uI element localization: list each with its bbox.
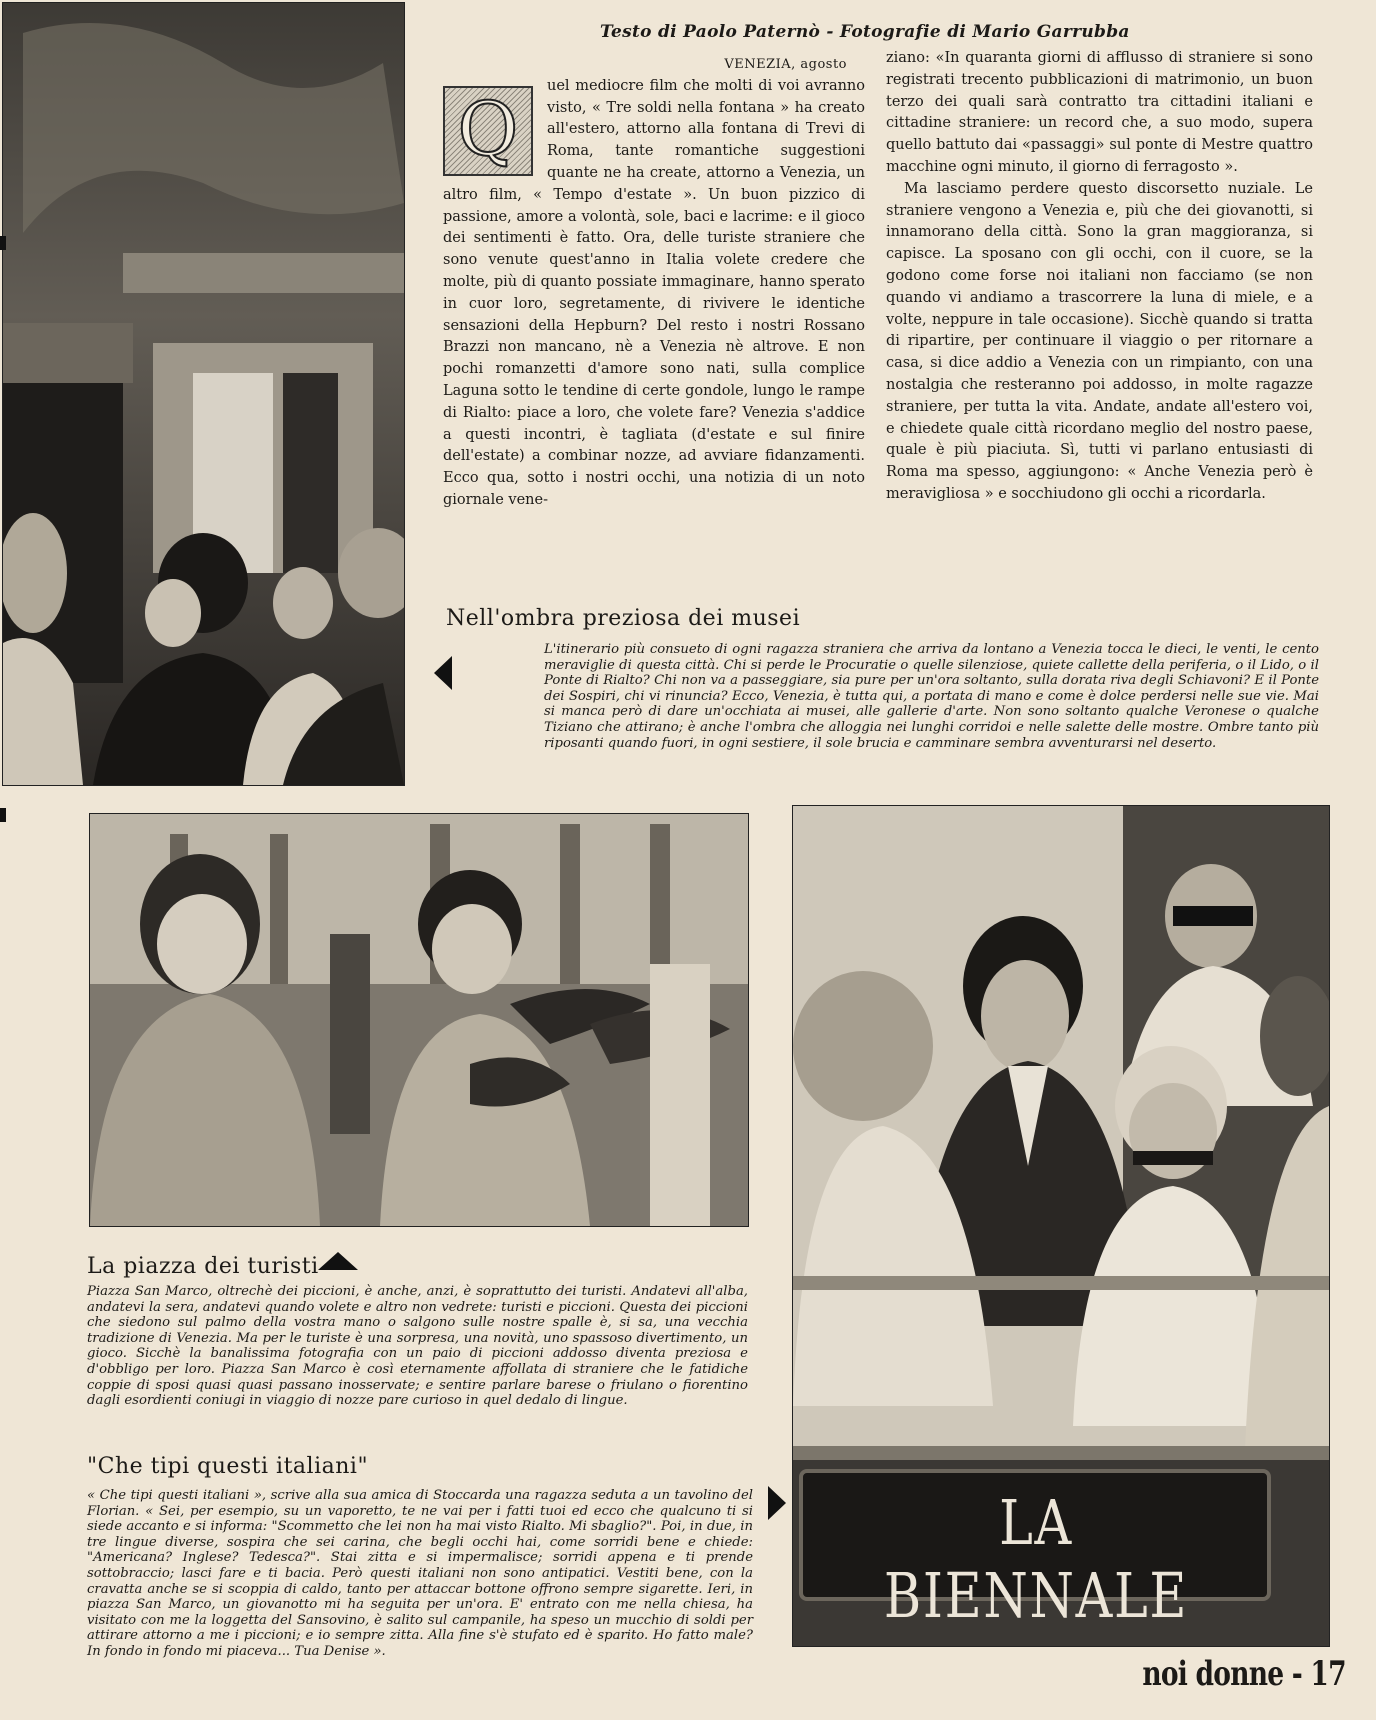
- margin-mark: [0, 808, 6, 822]
- article-paragraph-1: uel mediocre film che molti di voi avranno visto, « Tre soldi nella fontana » ha creato all'estero, attorno alla fontana di Trevi di Roma, tante romantiche suggestioni quante ne ha create, attorno a Venezia, un altro film, « Tempo d'estate ». Un buon pizzico di passione, amore a volontà, sole, baci e lacrime: e il gioco dei sentimenti è fatto. Ora, delle turiste straniere che sono venute quest'anno in Italia volete credere che molte, più di quanto possiate immaginare, hanno sperato in cuor loro, segretamente, di rivivere le identiche sensazioni della Hepburn? Del resto i nostri Rossano Brazzi non mancano, nè a Venezia nè altrove. E non pochi romanzetti d'amore sono nati, sulla complice Laguna sotto le tendine di certe gondole, lungo le rampe di Rialto: piace a loro, che volete fare? Venezia s'addice a questi incontri, è tagliata (d'estate e sul finire dell'estate) a combinar nozze, ad avviare fidanzamenti. Ecco qua, sotto i nostri occhi, una notizia di un noto giornale vene-: [443, 77, 865, 508]
- section-heading-italiani: "Che tipi questi italiani": [87, 1454, 369, 1479]
- up-arrow-icon: [318, 1252, 358, 1270]
- dateline-month: agosto: [800, 57, 847, 72]
- dropcap: [443, 86, 533, 176]
- article-column-1: [443, 54, 865, 512]
- biennale-crowd-photo: [792, 805, 1330, 1647]
- pigeon-feeding-photo: [89, 813, 749, 1227]
- section-heading-musei: Nell'ombra preziosa dei musei: [446, 606, 801, 631]
- dateline: [443, 54, 847, 76]
- caption-musei: L'itinerario più consueto di ogni ragazza straniera che arriva da lontano a Venezia tocca le dieci, le venti, le cento meraviglie di questa città. Chi si perde le Procuratie o quelle silenziose, quiete callette della periferia, o il Lido, o il Ponte di Rialto? Chi non va a passeggiare, sia pure per un'ora soltanto, sulla dorata riva degli Schiavoni? E il Ponte dei Sospiri, chi vi rinuncia? Ecco, Venezia, è tutta qui, a portata di mano e come è dolce perdersi nelle sue vie. Mai si manca però di dare un'occhiata ai musei, alle gallerie d'arte. Non sono soltanto qualche Veronese o qualche Tiziano che attirano; è anche l'ombra che alloggia nei lunghi corridoi e nelle salette delle mostre. Ombre tanto più riposanti quando fuori, in ogni sestiere, il sole brucia e camminare sembra avventurarsi nel deserto.: [544, 642, 1319, 751]
- section-heading-piazza: La piazza dei turisti: [87, 1254, 319, 1279]
- article-paragraph-2: ziano: «In quaranta giorni di afflusso di straniere si sono registrati trecento pubblicazioni di matrimonio, un buon terzo dei quali sarà contratto tra cittadini italiani e cittadine straniere: un record che, a suo modo, supera quello battuto dai «passaggi» sul ponte di Mestre quattro macchine ogni minuto, il giorno di ferragosto ».: [886, 50, 1313, 175]
- biennale-sign-text: LA BIENNALE: [883, 1486, 1189, 1632]
- byline: Testo di Paolo Paternò - Fotografie di Mario Garrubba: [600, 22, 1130, 42]
- right-arrow-icon: [768, 1486, 786, 1520]
- dropcap-letter: Q: [457, 86, 519, 173]
- article-paragraph-3: Ma lasciamo perdere questo discorsetto nuziale. Le straniere vengono a Venezia e, più che dei giovanotti, si innamorano della città. Sono la gran maggioranza, si capisce. La sposano con gli occhi, con il cuore, se la godono come forse noi italiani non facciamo (se non quando vi andiamo a trascorrere la luna di miele, e a volte, neppure in tale occasione). Sicchè quando si tratta di ripartire, per continuare il viaggio o per ritornare a casa, si dice addio a Venezia con un rimpianto, con una nostalgia che resteranno poi addosso, in molte ragazze straniere, per tutta la vita. Andate, andate all'estero voi, e chiedete quale città ricordano meglio del nostro paese, quale è più piaciuta. Sì, tutti vi parlano entusiasti di Roma ma spesso, aggiungono: « Anche Venezia però è meravigliosa » e socchiudono gli occhi a ricordarla.: [886, 180, 1313, 502]
- left-arrow-icon: [434, 656, 452, 690]
- magazine-folio: noi donne - 17: [1142, 1654, 1346, 1694]
- dateline-city: VENEZIA,: [724, 57, 796, 72]
- caption-italiani: « Che tipi questi italiani », scrive alla sua amica di Stoccarda una ragazza seduta a un tavolino del Florian. « Sei, per esempio, su un vaporetto, te ne vai per i fatti tuoi ed ecco che qualcuno ti si siede accanto e si informa: "Scommetto che lei non ha mai visto Rialto. Mi sbaglio?". Poi, in due, in tre lingue diverse, sospira che sei carina, che begli occhi hai, come sorridi bene e chiede: "Americana? Inglese? Tedesca?". Stai zitta e si impermalisce; sorridi appena e ti prende sottobraccio; lasci fare e ti bacia. Però questi italiani non sono antipatici. Vestiti bene, con la cravatta anche se si scoppia di caldo, tanto per attaccar bottone offrono sempre sigarette. Ieri, in piazza San Marco, un giovanotto mi ha seguita per un'ora. E' entrato con me nella chiesa, ha visitato con me la loggetta del Sansovino, è salito sul campanile, ha speso un mucchio di soldi per attirare attorno a me i piccioni; e io sempre zitta. Alla fine s'è stufato ed è sparito. Ho fatto male? In fondo in fondo mi piaceva... Tua Denise ».: [87, 1488, 753, 1659]
- museum-visitors-photo: [2, 2, 405, 786]
- caption-piazza: Piazza San Marco, oltrechè dei piccioni, è anche, anzi, è soprattutto dei turisti. Andatevi all'alba, andatevi la sera, andatevi quando volete e altro non vedrete: turisti e piccioni. Questa dei piccioni che siedono sul palmo della vostra mano o salgono sulle nostre spalle è, si sa, una vecchia tradizione di Venezia. Ma per le turiste è una sorpresa, una novità, uno spassoso divertimento, un gioco. Sicchè la banalissima fotografia con un paio di piccioni addosso diventa preziosa e d'obbligo per loro. Piazza San Marco è così eternamente affollata di straniere che le fatidiche coppie di sposi quasi quasi passano inosservate; e sentire parlare barese o friulano o fiorentino dagli esordienti coniugi in viaggio di nozze pare curioso in quel dedalo di lingue.: [87, 1284, 748, 1409]
- margin-mark: [0, 236, 6, 250]
- article-column-2: [886, 48, 1313, 506]
